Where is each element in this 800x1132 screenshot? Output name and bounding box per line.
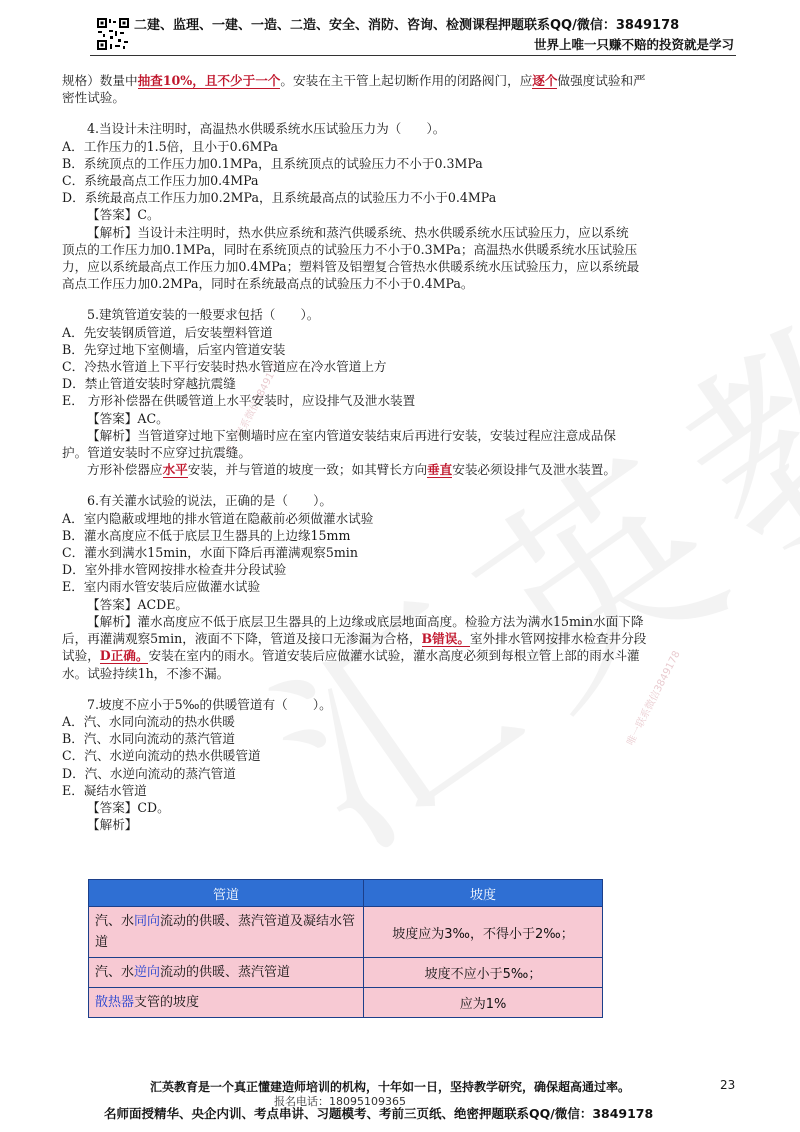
qr-code-icon [96,17,130,51]
question-stem: 4.当设计未注明时，高温热水供暖系统水压试验压力为（ ）。 [87,121,446,137]
pipe-cell: 散热器支管的坡度 [89,988,364,1018]
pipe-cell: 汽、水逆向流动的供暖、蒸汽管道 [89,958,364,988]
slope-cell: 坡度不应小于5‰； [364,958,603,988]
option: A．工作压力的1.5倍，且小于0.6MPa [62,138,278,154]
analysis-line: 高点工作压力加0.2MPa，同时在系统最高点的试验压力不小于0.4MPa。 [62,276,474,292]
intro-line: 规格）数量中抽查10%，且不少于一个。安装在主干管上起切断作用的闭路阀门，应逐个做强度试验和严 [62,73,646,88]
answer: 【答案】C。 [87,207,160,223]
pipe-cell: 汽、水同向流动的供暖、蒸汽管道及凝结水管道 [89,907,364,958]
table-row [89,907,603,958]
option: C．汽、水逆向流动的热水供暖管道 [62,748,261,764]
option: C．灌水到满水15min，水面下降后再灌满观察5min [62,545,358,561]
analysis-line: 【解析】当管道穿过地下室侧墙时应在室内管道安装结束后再进行安装，安装过程应注意成品保 [87,427,616,443]
slope-cell: 应为1% [364,988,603,1018]
analysis-line: 护。管道安装时不应穿过抗震缝。 [62,445,251,461]
option: E．凝结水管道 [62,782,147,798]
footer-slogan: 汇英教育是一个真正懂建造师培训的机构，十年如一日，坚持教学研究，确保超高通过率。 [150,1080,631,1094]
table-row [89,958,603,988]
question-stem: 7.坡度不应小于5‰的供暖管道有（ ）。 [87,696,332,712]
option: D．禁止管道安装时穿越抗震缝 [62,376,236,392]
option: A．室内隐蔽或埋地的排水管道在隐蔽前必须做灌水试验 [62,510,374,526]
page-header [0,0,800,62]
analysis-line: 后，再灌满观察5min，液面不下降，管道及接口无渗漏为合格，B错误。室外排水管网按排水检查井分段 [62,631,647,647]
column-header: 管道 [89,880,364,907]
analysis-line: 水。试验持续1h，不渗不漏。 [62,665,230,681]
option: D．室外排水管网按排水检查井分段试验 [62,562,287,578]
answer: 【答案】AC。 [87,410,169,426]
footer-phone: 报名电话：18095109365 [274,1095,406,1108]
option: A．先安装钢质管道，后安装塑料管道 [62,324,273,340]
answer: 【答案】ACDE。 [87,596,188,612]
option: B．汽、水同向流动的蒸汽管道 [62,731,235,747]
option: E．室内雨水管安装后应做灌水试验 [62,579,261,595]
option: C．冷热水管道上下平行安装时热水管道应在冷水管道上方 [62,359,387,375]
document-body [62,72,744,833]
option: B．灌水高度应不低于底层卫生器具的上边缘15mm [62,527,351,543]
option: E． 方形补偿器在供暖管道上水平安装时，应设排气及泄水装置 [62,393,416,409]
header-slogan: 世界上唯一只赚不赔的投资就是学习 [533,37,734,52]
analysis-line: 力，应以系统最高点工作压力加0.4MPa；塑料管及铝塑复合管热水供暖系统水压试验压力，应以系统最 [62,259,640,275]
small-watermark: 唯一联系微信3849178 [225,359,283,458]
slope-cell: 坡度应为3‰，不得小于2‰； [364,907,603,958]
analysis-line: 【解析】灌水高度应不低于底层卫生器具的上边缘或底层地面高度。检验方法为满水15min水面下降 [87,613,644,629]
answer: 【答案】CD。 [87,799,170,815]
column-header: 坡度 [364,880,603,907]
analysis-line: 顶点的工作压力加0.1MPa，同时在系统顶点的试验压力不小于0.3MPa；高温热水供暖系统水压试验压 [62,241,638,257]
intro-line: 密性试验。 [62,90,125,106]
option: D．汽、水逆向流动的蒸汽管道 [62,765,236,781]
analysis-line: 试验，D正确。安装在室内的雨水。管道安装后应做灌水试验，灌水高度必须到每根立管上部的雨水斗灌 [62,648,640,664]
option: A．汽、水同向流动的热水供暖 [62,713,235,729]
option: B．先穿过地下室侧墙，后室内管道安装 [62,341,286,357]
small-watermark: 唯一联系微信3849178 [625,649,683,748]
analysis-line: 【解析】 [87,817,138,833]
page-number: 23 [720,1078,736,1092]
header-divider [90,55,736,56]
table-row [89,988,603,1018]
analysis-line: 【解析】当设计未注明时，热水供应系统和蒸汽供暖系统、热水供暖系统水压试验压力，应以系统 [87,224,629,240]
footer-contact: 名师面授精华、央企内训、考点串讲、习题模考、考前三页纸、绝密押题联系QQ/微信：3849178 [104,1106,654,1121]
question-stem: 6.有关灌水试验的说法，正确的是（ ）。 [87,493,332,509]
question-stem: 5.建筑管道安装的一般要求包括（ ）。 [87,307,320,323]
option: C．系统最高点工作压力加0.4MPa [62,173,259,189]
table-header-row [89,880,603,907]
analysis-note: 方形补偿器应水平安装，并与管道的坡度一致；如其臂长方向垂直安装必须设排气及泄水装置。 [87,462,616,478]
option: B．系统顶点的工作压力加0.1MPa，且系统顶点的试验压力不小于0.3MPa [62,155,483,171]
option: D．系统最高点工作压力加0.2MPa，且系统最高点的试验压力不小于0.4MPa [62,190,497,206]
slope-table [88,879,603,1018]
header-contact: 二建、监理、一建、一造、二造、安全、消防、咨询、检测课程押题联系QQ/微信：3849178 [134,18,680,33]
